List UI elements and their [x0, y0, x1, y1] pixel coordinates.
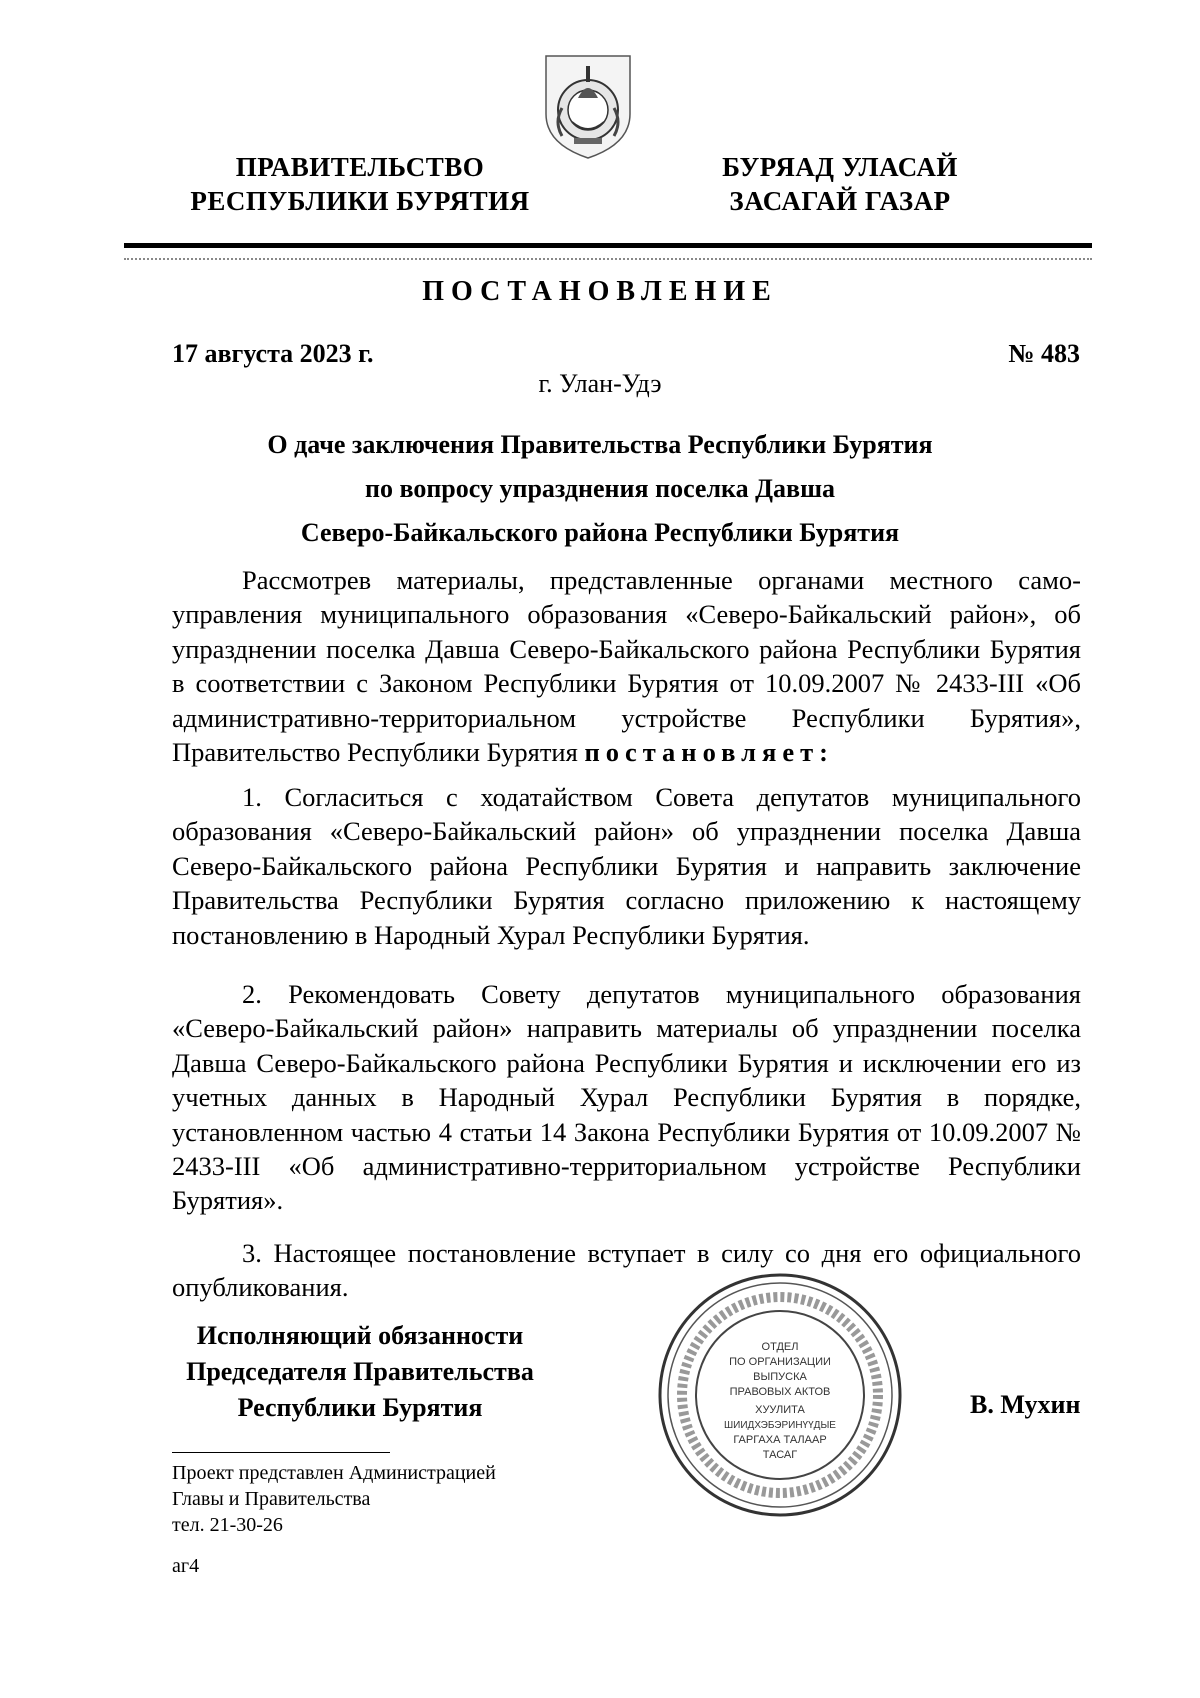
signatory-line3: Республики Бурятия: [237, 1393, 483, 1422]
stamp-line2: ПО ОРГАНИЗАЦИИ: [729, 1356, 831, 1368]
item-3-text: 3. Настоящее постановление вступает в силу со дня его официального опубликования.: [172, 1238, 1081, 1303]
document-date: 17 августа 2023 г.: [172, 339, 374, 368]
stamp-line4: ПРАВОВЫХ АКТОВ: [729, 1386, 831, 1398]
item-1-text: 1. Согласиться с ходатайством Совета депутатов муниципального образования «Северо-Байкальский район» об упразднении поселка Давша Северо-Байкальского района Республики Бурятия и направить заключение Правительства Республики Бурятия согласно приложению к настоящему постановлению в Народный Хурал Республики Бурятия.: [172, 782, 1081, 950]
header-divider-dotted: [124, 258, 1092, 260]
signatory-name: В. Мухин: [970, 1390, 1081, 1419]
footer-line2: Главы и Правительства: [172, 1488, 371, 1510]
decree-word: постановляет:: [584, 737, 834, 768]
subject-line2: по вопросу упразднения поселка Давша: [364, 474, 836, 503]
header-right-line1: БУРЯАД УЛАСАЙ: [722, 152, 958, 182]
signatory-title: [150, 1318, 570, 1426]
header-right: [650, 150, 1030, 218]
official-stamp: [655, 1270, 905, 1520]
header-divider: [124, 243, 1092, 248]
footer-line3: тел. 21-30-26: [172, 1514, 283, 1536]
stamp-line1: ОТДЕЛ: [761, 1341, 799, 1353]
document-type: ПОСТАНОВЛЕНИЕ: [422, 276, 778, 307]
preamble-text: Рассмотрев материалы, представленные органами местного самоуправления муниципального образования «Северо-Байкальский район», об упразднении поселка Давша Северо-Байкальского района Республики Бурятия в соответствии с Законом Республики Бурятия от 10.09.2007 № 2433-III «Об административно-территориальном устройстве Республики Бурятия», Правительство Республики Бурятия: [172, 565, 1081, 768]
signatory-line2: Председателя Правительства: [186, 1357, 534, 1386]
subject-line3: Северо-Байкальского района Республики Бурятия: [300, 518, 900, 547]
coat-of-arms-icon: [540, 52, 636, 162]
footer-line1: Проект представлен Администрацией: [172, 1462, 496, 1484]
header-left-line1: ПРАВИТЕЛЬСТВО: [235, 152, 485, 182]
signatory-line1: Исполняющий обязанности: [196, 1321, 524, 1350]
header-right-line2: ЗАСАГАЙ ГАЗАР: [729, 186, 951, 216]
document-number: № 483: [1008, 339, 1080, 368]
item-2-text: 2. Рекомендовать Совету депутатов муниципального образования «Северо-Байкальский район» направить материалы об упразднении поселка Давша Северо-Байкальского района Республики Бурятия и исключении его из учетных данных в Народный Хурал Республики Бурятия в порядке, установленном частью 4 статьи 14 Закона Республики Бурятия от 10.09.2007 № 2433-III «Об административно-территориальном устройстве Республики Бурятия».: [172, 979, 1081, 1216]
item-3: [172, 1236, 1081, 1305]
stamp-line8: ТАСАГ: [762, 1449, 798, 1461]
stamp-line5: ХУУЛИТА: [755, 1404, 805, 1416]
footer-code: аг4: [172, 1555, 200, 1577]
stamp-line6: ШИИДХЭБЭРИНҮҮДЫЕ: [724, 1420, 836, 1431]
footer-divider: [172, 1452, 390, 1453]
footer-note: [172, 1460, 496, 1538]
header-left-line2: РЕСПУБЛИКИ БУРЯТИЯ: [190, 186, 530, 216]
document-city: г. Улан-Удэ: [538, 369, 662, 398]
stamp-line7: ГАРГАХА ТАЛААР: [733, 1434, 827, 1446]
header-left: [140, 150, 580, 218]
item-1: [172, 780, 1081, 952]
document-subject: [160, 423, 1040, 555]
item-2: [172, 977, 1081, 1218]
preamble-paragraph: [172, 563, 1081, 769]
stamp-line3: ВЫПУСКА: [753, 1371, 807, 1383]
subject-line1: О даче заключения Правительства Республики Бурятия: [267, 430, 933, 459]
